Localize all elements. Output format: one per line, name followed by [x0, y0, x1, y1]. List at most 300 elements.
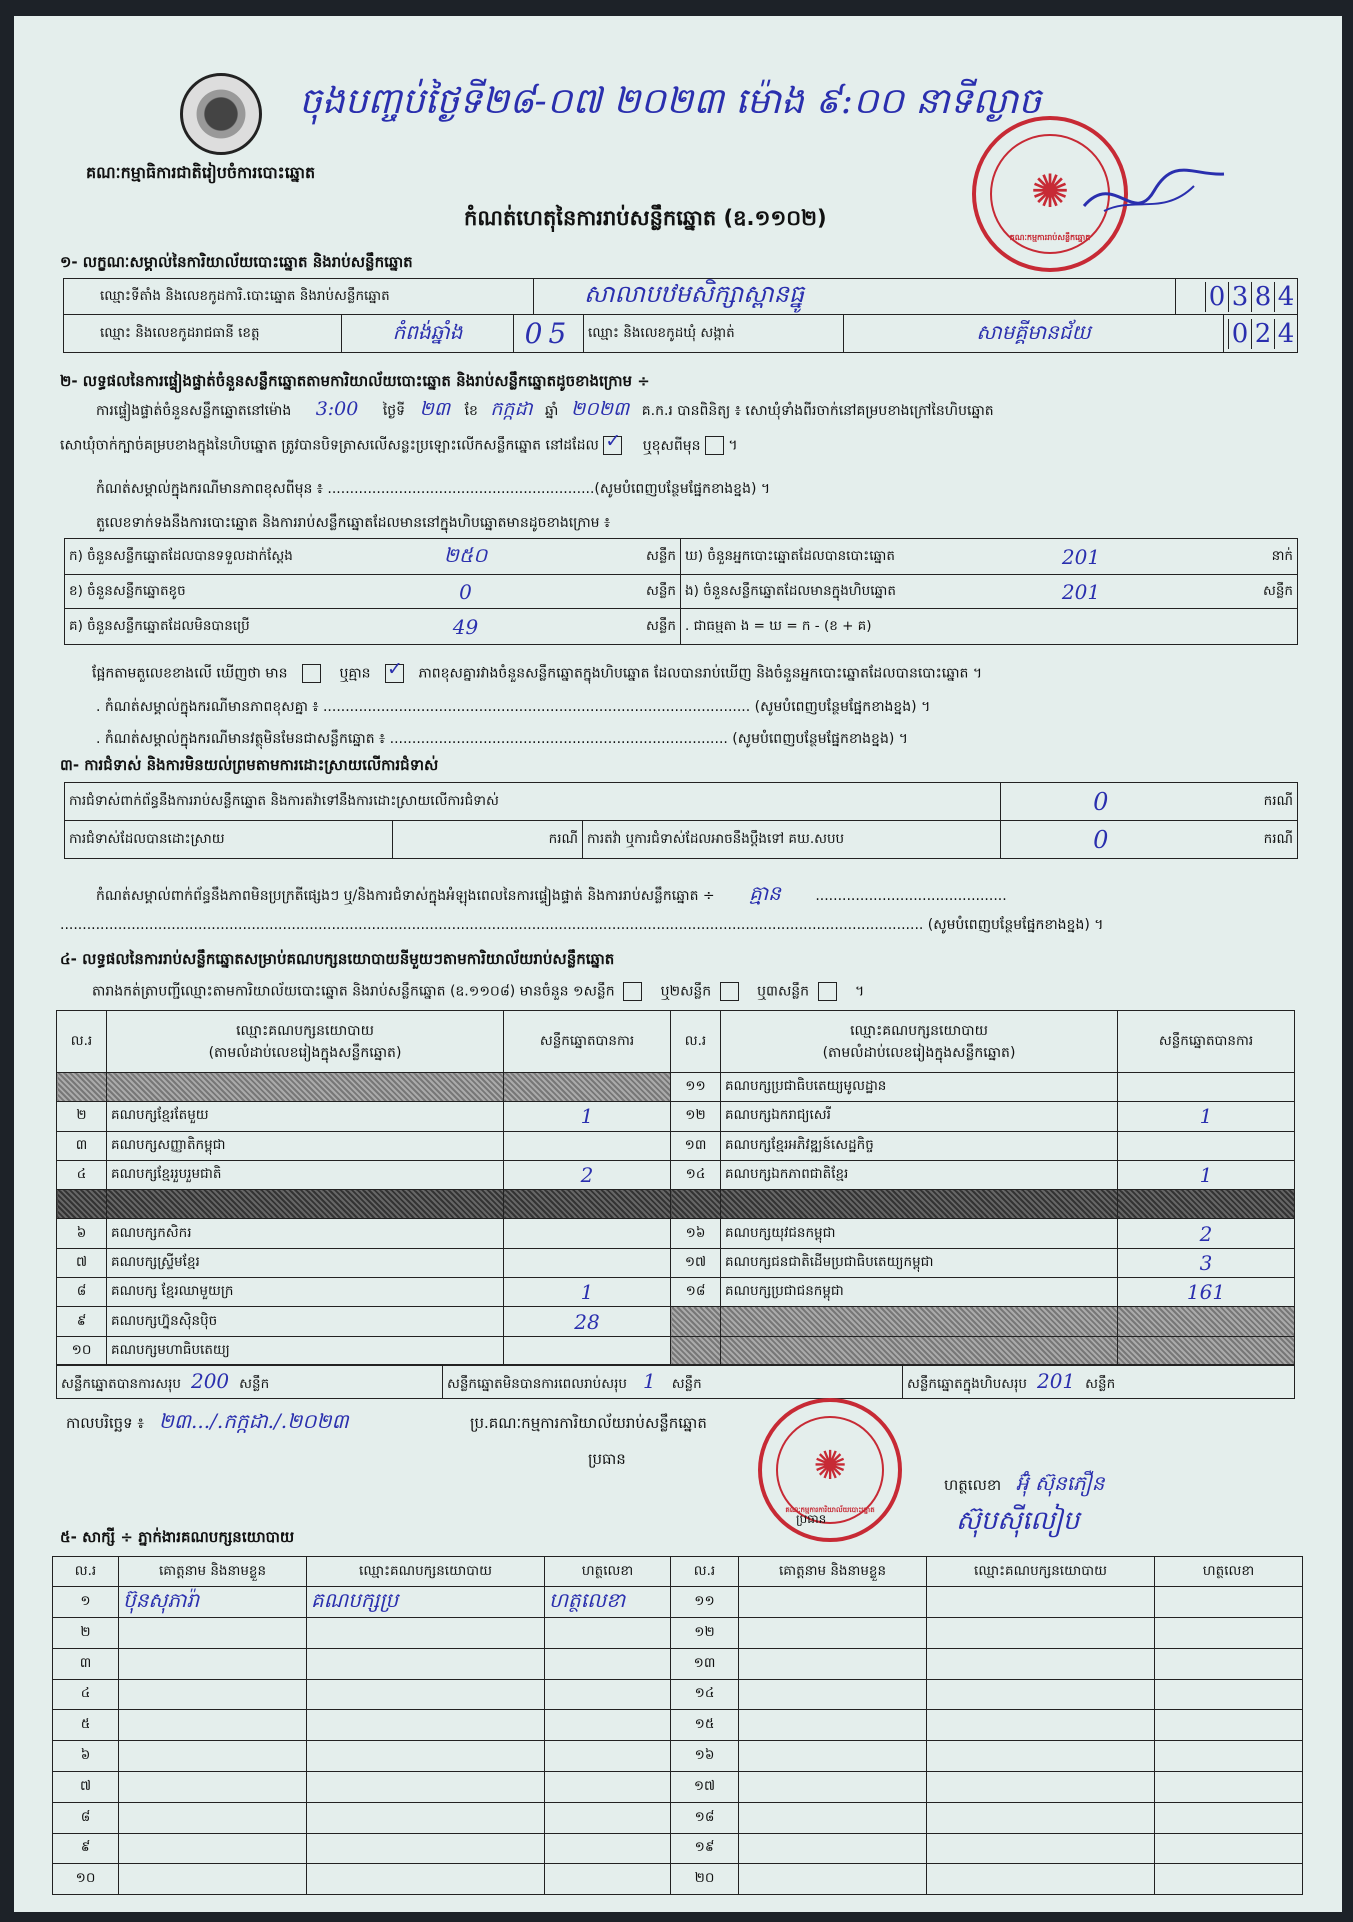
- witness-party: [307, 1771, 545, 1802]
- witness-signature: [1155, 1587, 1303, 1618]
- party-votes: [1118, 1336, 1295, 1365]
- appeal-unit: ករណី: [1201, 821, 1298, 859]
- witness-name: [119, 1864, 307, 1895]
- witness-col-no: ល.រ: [671, 1557, 739, 1587]
- complaints-unit: ករណី: [1201, 783, 1298, 821]
- handwritten-top-note: ចុងបញ្ចប់ថ្ងៃទី២៨-០៧ ២០២៣ ម៉ោង ៩:០០ នាទីល្ងាច: [299, 81, 1042, 122]
- irregularity-label: កំណត់សម្គាល់ពាក់ព័ន្ធនឹងភាពមិនប្រក្រតីផ្សេងៗ ឬ/និងការជំទាស់ក្នុងអំឡុងពេលនៃការផ្ទៀងផ្ទាត់ និងការរាប់សន្លឹកឆ្នោត ÷: [96, 888, 715, 904]
- irregularity-dots-b: ..................................................................................................................................................................................................: [60, 917, 924, 933]
- verification-day-label: ថ្ងៃទី: [382, 403, 406, 419]
- witness-name: [119, 1771, 307, 1802]
- total-invalid-label: សន្លឹកឆ្នោតមិនបានការពេលរាប់សរុប: [447, 1375, 627, 1392]
- witness-col-sign: ហត្ថលេខា: [545, 1557, 671, 1587]
- official-stamp-bottom: [758, 1398, 902, 1542]
- witness-signature: [1155, 1864, 1303, 1895]
- witness-party: [927, 1771, 1155, 1802]
- party-votes: 161: [1118, 1278, 1295, 1307]
- stamp-figure-icon: ✺: [813, 1442, 847, 1489]
- party-votes: [504, 1248, 671, 1277]
- location-value: សាលាបឋមសិក្សាស្ពានធ្នូ: [534, 279, 1176, 315]
- witness-no: ១៥: [671, 1710, 739, 1741]
- witness-col-name: គោត្តនាម និងនាមខ្លួន: [119, 1557, 307, 1587]
- witness-no: ១៣: [671, 1648, 739, 1679]
- party-row: [57, 1248, 671, 1277]
- witness-no: ៩: [53, 1833, 119, 1864]
- section3-title: ៣- ការជំទាស់ និងការមិនយល់ព្រមតាមការដោះស្រាយលើការជំទាស់: [60, 756, 439, 774]
- witness-name: [119, 1618, 307, 1649]
- province-code: 05: [514, 315, 584, 353]
- commune-value: សាមគ្គីមានជ័យ: [844, 315, 1224, 353]
- party-row: [671, 1190, 1295, 1219]
- chair-signature-name: អ៊ុំ ស៊ុនភឿន: [1015, 1471, 1105, 1495]
- witness-col-name: គោត្តនាម និងនាមខ្លួន: [739, 1557, 927, 1587]
- witness-party: [307, 1710, 545, 1741]
- location-code-digit: 3: [1228, 282, 1251, 312]
- party-row: [671, 1336, 1295, 1365]
- party-votes: 28: [504, 1307, 671, 1336]
- witness-name: [739, 1802, 927, 1833]
- party-name: [721, 1190, 1118, 1219]
- nec-logo-icon: [180, 73, 262, 155]
- commune-code: [1224, 315, 1298, 353]
- stamp-top-text: គណៈកម្មការរាប់សន្លឹកឆ្នោត: [1009, 233, 1091, 243]
- witness-name: [739, 1679, 927, 1710]
- party-no: ១១: [671, 1073, 721, 1102]
- witness-signature: [1155, 1771, 1303, 1802]
- two-sheets-checkbox[interactable]: [720, 982, 739, 1001]
- witness-signature: [1155, 1802, 1303, 1833]
- date-label: កាលបរិច្ឆេទ ៖: [66, 1414, 145, 1432]
- witness-party: [927, 1833, 1155, 1864]
- appeal-value: 0: [1001, 821, 1201, 859]
- party-results-left: [56, 1010, 671, 1366]
- party-no: ១៣: [671, 1131, 721, 1160]
- form-title: កំណត់ហេតុនៃការរាប់សន្លឹកឆ្នោត (ឧ.១១០២): [464, 206, 827, 230]
- commune-code-digit: 2: [1251, 319, 1274, 349]
- party-name: គណបក្សស្ទ្រីមខ្មែរ: [107, 1248, 504, 1277]
- col-party-header: [107, 1011, 504, 1073]
- witness-name: [119, 1679, 307, 1710]
- party-votes: 3: [1118, 1248, 1295, 1277]
- witness-party: [307, 1802, 545, 1833]
- party-votes: 1: [1118, 1160, 1295, 1189]
- col-party-header: [721, 1011, 1118, 1073]
- totals-table: [56, 1364, 1295, 1399]
- ballot-value: 49: [389, 609, 543, 645]
- witness-row: [53, 1771, 1303, 1802]
- party-votes: 2: [1118, 1219, 1295, 1248]
- chair-name: ស៊ុបស៊ីលៀប: [956, 1506, 1080, 1536]
- party-row: [57, 1307, 671, 1336]
- party-votes: [504, 1219, 671, 1248]
- complaints-label: ការជំទាស់ពាក់ព័ន្ធនឹងការរាប់សន្លឹកឆ្នោត និងការតវ៉ាទៅនឹងការដោះស្រាយលើការជំទាស់: [65, 783, 1001, 821]
- ballot-row-b: [65, 575, 1298, 609]
- ballot-unit: នាក់: [1170, 539, 1298, 575]
- party-name: គណបក្សឯករាជ្យសេរី: [721, 1102, 1118, 1131]
- location-code-digit: 8: [1251, 282, 1274, 312]
- witness-signature: [545, 1864, 671, 1895]
- party-votes: 1: [504, 1278, 671, 1307]
- discrepancy-label: ផ្អែកតាមតួលេខខាងលើ ឃើញថា មាន: [92, 665, 288, 682]
- witness-party: [307, 1833, 545, 1864]
- party-name: គណបក្សកសិករ: [107, 1219, 504, 1248]
- party-row: [57, 1160, 671, 1189]
- complaints-table: [64, 782, 1298, 859]
- witness-no: ១៨: [671, 1802, 739, 1833]
- chair-sign-title: ប្រធាន: [796, 1512, 827, 1526]
- commune-code-digit: 0: [1228, 319, 1251, 349]
- witness-no: ១០: [53, 1864, 119, 1895]
- col-no-header: ល.រ: [57, 1011, 107, 1073]
- party-no: ៩: [57, 1307, 107, 1336]
- witness-party: [927, 1648, 1155, 1679]
- col-party-title: ឈ្មោះគណបក្សនយោបាយ: [236, 1022, 374, 1039]
- col-party-sub: (តាមលំដាប់លេខរៀងក្នុងសន្លឹកឆ្នោត): [822, 1044, 1016, 1061]
- witness-no: ៥: [53, 1710, 119, 1741]
- witness-no: ២: [53, 1618, 119, 1649]
- verification-year: ២០២៣: [570, 398, 630, 420]
- party-votes: [504, 1336, 671, 1365]
- party-no: ១២: [671, 1102, 721, 1131]
- location-label: ឈ្មោះទីតាំង និងលេខកូដការិ.បោះឆ្នោត និងរាប់សន្លឹកឆ្នោត: [64, 279, 534, 315]
- witness-col-sign: ហត្ថលេខា: [1155, 1557, 1303, 1587]
- witness-row: [53, 1833, 1303, 1864]
- witness-signature: [1155, 1679, 1303, 1710]
- party-votes: [504, 1190, 671, 1219]
- witness-signature: [545, 1679, 671, 1710]
- verification-line1: [96, 400, 994, 420]
- total-valid-unit: សន្លឹក: [239, 1375, 270, 1392]
- witness-no: ១៦: [671, 1741, 739, 1772]
- ballot-value: 201: [993, 539, 1170, 575]
- three-sheets-checkbox[interactable]: [818, 982, 837, 1001]
- party-row: [671, 1073, 1295, 1102]
- witness-party: [307, 1864, 545, 1895]
- party-no: ១៦: [671, 1219, 721, 1248]
- signature-label: [944, 1471, 1105, 1495]
- location-code: [1176, 279, 1298, 315]
- col-party-title: ឈ្មោះគណបក្សនយោបាយ: [850, 1022, 988, 1039]
- party-name: គណបក្សយុវជនកម្ពុជា: [721, 1219, 1118, 1248]
- witness-signature: [1155, 1741, 1303, 1772]
- witness-signature: [545, 1648, 671, 1679]
- complaints-row2: [65, 821, 1298, 859]
- party-no: ២: [57, 1102, 107, 1131]
- witness-col-party: ឈ្មោះគណបក្សនយោបាយ: [307, 1557, 545, 1587]
- col-party-sub: (តាមលំដាប់លេខរៀងក្នុងសន្លឹកឆ្នោត): [208, 1044, 402, 1061]
- discrepancy-line: [92, 664, 982, 683]
- one-sheet-checkbox[interactable]: [623, 982, 642, 1001]
- witness-row: [53, 1648, 1303, 1679]
- form-sheet: [14, 16, 1342, 1912]
- verification-line2-text: សោឃុំចាក់ក្បាច់គម្របខាងក្នុងនៃហិបឆ្នោត ត្រូវបានបិទត្រាសលើសន្លះប្រឡោះលើកសន្លឹកឆ្នោត នៅដដែល: [60, 437, 599, 454]
- verification-line4: តួលេខទាក់ទងនឹងការបោះឆ្នោត និងការរាប់សន្លឹកឆ្នោតដែលមាននៅក្នុងហិបឆ្នោតមានដូចខាងក្រោម ៖: [96, 515, 611, 531]
- party-name: គណបក្សខ្មែរអភិវឌ្ឍន៍សេដ្ឋកិច្ច: [721, 1131, 1118, 1160]
- witness-no: ៣: [53, 1648, 119, 1679]
- party-no: ៣: [57, 1131, 107, 1160]
- party-name: គណបក្សហ្វ៊ុនស៊ិនប៉ិច: [107, 1307, 504, 1336]
- ballot-label: ឃ) ចំនួនអ្នកបោះឆ្នោតដែលបានបោះឆ្នោត: [681, 539, 993, 575]
- witness-name: [739, 1771, 927, 1802]
- party-name: គណបក្សមហាធិបតេយ្យ: [107, 1336, 504, 1365]
- signature-label-text: ហត្ថលេខា: [944, 1476, 1002, 1494]
- witness-name: [739, 1833, 927, 1864]
- irregularity-note-b: [60, 916, 1103, 934]
- ballot-unit: សន្លឹក: [1170, 575, 1298, 609]
- party-row: [671, 1248, 1295, 1277]
- org-name: គណៈកម្មាធិការជាតិរៀបចំការបោះឆ្នោត: [86, 163, 316, 182]
- party-no: ៦: [57, 1219, 107, 1248]
- party-name: [107, 1073, 504, 1102]
- witness-name: [739, 1741, 927, 1772]
- witness-row: [53, 1741, 1303, 1772]
- ballot-unit: សន្លឹក: [543, 609, 681, 645]
- resolved-label: ការជំទាស់ដែលបានដោះស្រាយ: [65, 821, 393, 859]
- party-no: ៧: [57, 1248, 107, 1277]
- discrepancy-rest: ភាពខុសគ្នារវាងចំនួនសន្លឹកឆ្នោតក្នុងហិបឆ្នោត ដែលបានរាប់ឃើញ និងចំនួនអ្នកបោះឆ្នោតដែលបានបោះឆ្នោត ។: [418, 665, 983, 682]
- three-sheets-label: ឬ៣សន្លឹក: [757, 983, 810, 1000]
- verification-month-label: ខែ: [464, 403, 478, 419]
- party-no: ៨: [57, 1278, 107, 1307]
- witness-no: ១: [53, 1587, 119, 1618]
- party-name: គណបក្សឯកភាពជាតិខ្មែរ: [721, 1160, 1118, 1189]
- party-no: [57, 1073, 107, 1102]
- witness-table: [52, 1556, 1303, 1895]
- party-row: [671, 1219, 1295, 1248]
- verification-line2: សោឃុំចាក់ក្បាច់គម្របខាងក្នុងនៃហិបឆ្នោត ត្រូវបានបិទត្រាសលើសន្លះប្រឡោះលើកសន្លឹកឆ្នោត នៅដដែល ✓ ឬខុសពីមុន ។: [60, 436, 738, 455]
- witness-no: ៨: [53, 1802, 119, 1833]
- tally-sheet-label: តារាងកត់ត្រាបញ្ជីឈ្មោះតាមការិយាល័យបោះឆ្នោត និងរាប់សន្លឹកឆ្នោត (ឧ.១១០៨) មានចំនួន ១សន្លឹក: [92, 983, 615, 1000]
- signature-top: [1074, 166, 1234, 226]
- witness-name: [119, 1741, 307, 1772]
- has-discrepancy-checkbox[interactable]: [302, 664, 321, 683]
- section4-title: ៤- លទ្ធផលនៃការរាប់សន្លឹកឆ្នោតសម្រាប់គណបក្សនយោបាយនីមួយៗតាមការិយាល័យរាប់សន្លឹកឆ្នោត: [60, 950, 615, 968]
- section5-title: ៥- សាក្សី ÷ ភ្នាក់ងារគណបក្សនយោបាយ: [60, 1528, 295, 1546]
- witness-no: ១៧: [671, 1771, 739, 1802]
- witness-party: [927, 1679, 1155, 1710]
- commune-code-digit: 4: [1274, 319, 1297, 349]
- witness-signature: [1155, 1833, 1303, 1864]
- witness-party: [927, 1710, 1155, 1741]
- witness-name: [739, 1710, 927, 1741]
- party-no: ១០: [57, 1336, 107, 1365]
- chair-label: ប្រធាន: [588, 1450, 626, 1468]
- ballot-label: ង) ចំនួនសន្លឹកឆ្នោតដែលមានក្នុងហិបឆ្នោត: [681, 575, 993, 609]
- party-name: [107, 1190, 504, 1219]
- witness-col-no: ល.រ: [53, 1557, 119, 1587]
- witness-signature: [545, 1710, 671, 1741]
- witness-party: គណបក្សប្រ: [307, 1587, 545, 1618]
- party-name: [721, 1307, 1118, 1336]
- party-row: [57, 1073, 671, 1102]
- witness-row: [53, 1679, 1303, 1710]
- no-discrepancy-label: ឬគ្មាន: [339, 665, 371, 682]
- verification-day: ២៣: [419, 398, 451, 420]
- irregularity-dots: ...........................................: [815, 888, 1007, 904]
- party-votes: 2: [504, 1160, 671, 1189]
- ballot-label: ក) ចំនួនសន្លឹកឆ្នោតដែលបានទទួលដាក់ស្តែង: [65, 539, 389, 575]
- party-no: ១៨: [671, 1278, 721, 1307]
- party-row: [57, 1190, 671, 1219]
- witness-party: [307, 1618, 545, 1649]
- party-votes: 1: [504, 1102, 671, 1131]
- party-votes: [504, 1131, 671, 1160]
- section1-table: [63, 278, 1298, 315]
- province-label: ឈ្មោះ និងលេខកូដរាជធានី ខេត្ត: [64, 315, 342, 353]
- same-checkbox[interactable]: [603, 436, 622, 455]
- witness-signature: [1155, 1710, 1303, 1741]
- witness-party: [307, 1741, 545, 1772]
- witness-no: ៧: [53, 1771, 119, 1802]
- witness-party: [307, 1679, 545, 1710]
- province-value: កំពង់ឆ្នាំង: [342, 315, 514, 353]
- ballot-unit: សន្លឹក: [543, 575, 681, 609]
- witness-col-party: ឈ្មោះគណបក្សនយោបាយ: [927, 1557, 1155, 1587]
- ballot-formula: . ជាធម្មតា ង = ឃ = ក - (ខ + គ): [681, 609, 1298, 645]
- total-box-value: 201: [1036, 1368, 1076, 1393]
- party-no: ១៧: [671, 1248, 721, 1277]
- party-row: [671, 1160, 1295, 1189]
- tally-sheet-line: តារាងកត់ត្រាបញ្ជីឈ្មោះតាមការិយាល័យបោះឆ្នោត និងរាប់សន្លឹកឆ្នោត (ឧ.១១០៨) មានចំនួន ១សន្លឹក ឬ២សន្លឹក ឬ៣សន្លឹក ។: [92, 983, 865, 1000]
- total-box-unit: សន្លឹក: [1085, 1375, 1116, 1392]
- witness-party: [927, 1741, 1155, 1772]
- total-box-label: សន្លឹកឆ្នោតក្នុងហិបសរុប: [907, 1375, 1027, 1392]
- witness-no: ១៤: [671, 1679, 739, 1710]
- witness-no: ១២: [671, 1618, 739, 1649]
- witness-party: [927, 1864, 1155, 1895]
- witness-no: ៦: [53, 1741, 119, 1772]
- witness-signature: [545, 1802, 671, 1833]
- different-checkbox[interactable]: [705, 436, 724, 455]
- witness-name: [119, 1710, 307, 1741]
- ballot-row-c: [65, 609, 1298, 645]
- verification-time-label: ការផ្ទៀងផ្ទាត់ចំនួនសន្លឹកឆ្នោតនៅម៉ោង: [96, 403, 292, 419]
- location-code-digit: 4: [1274, 282, 1297, 312]
- note-discrepancy: . កំណត់សម្គាល់ក្នុងករណីមានភាពខុសគ្នា ៖ ................................................................................................ (សូមបំពេញបន្ថែមផ្នែកខាងខ្នង) ។: [96, 699, 931, 715]
- col-no-header: ល.រ: [671, 1011, 721, 1073]
- witness-no: ៤: [53, 1679, 119, 1710]
- no-discrepancy-checkbox[interactable]: [385, 664, 404, 683]
- witness-signature: [545, 1771, 671, 1802]
- witness-name: [119, 1802, 307, 1833]
- witness-name: [739, 1648, 927, 1679]
- resolved-unit: ករណី: [393, 821, 583, 859]
- party-row: [57, 1102, 671, 1131]
- party-row: [57, 1219, 671, 1248]
- location-code-digit: 0: [1205, 282, 1228, 312]
- party-row: [671, 1278, 1295, 1307]
- total-box: [903, 1365, 1295, 1399]
- stamp-figure-icon: ✺: [1030, 164, 1070, 219]
- ballot-row-a: [65, 539, 1298, 575]
- complaints-row1: [65, 783, 1298, 821]
- witness-no: ១៩: [671, 1833, 739, 1864]
- irregularity-suffix: (សូមបំពេញបន្ថែមផ្នែកខាងខ្នង) ។: [927, 917, 1104, 933]
- party-row: [57, 1131, 671, 1160]
- party-no: [671, 1336, 721, 1365]
- party-no: ១៤: [671, 1160, 721, 1189]
- party-no: [671, 1190, 721, 1219]
- section1-table-row2: [63, 314, 1298, 353]
- total-invalid: [443, 1365, 903, 1399]
- commune-label: ឈ្មោះ និងលេខកូដឃុំ សង្កាត់: [584, 315, 844, 353]
- ballot-value: 201: [993, 575, 1170, 609]
- two-sheets-label: ឬ២សន្លឹក: [660, 983, 712, 1000]
- witness-row: [53, 1587, 1303, 1618]
- party-no: [57, 1190, 107, 1219]
- party-row: [671, 1131, 1295, 1160]
- party-results-right: [670, 1010, 1295, 1366]
- witness-row: [53, 1710, 1303, 1741]
- irregularity-value: គ្មាន: [749, 881, 781, 905]
- witness-name: ប៊ុនសុភារ៉ា: [119, 1587, 307, 1618]
- witness-party: [927, 1618, 1155, 1649]
- witness-signature: ហត្ថលេខា: [545, 1587, 671, 1618]
- section1-title: ១- លក្ខណៈសម្គាល់នៃការិយាល័យបោះឆ្នោត និងរាប់សន្លឹកឆ្នោត: [60, 253, 413, 271]
- witness-signature: [545, 1741, 671, 1772]
- total-valid: [57, 1365, 443, 1399]
- party-name: គណបក្សជនជាតិដើមប្រជាធិបតេយ្យកម្ពុជា: [721, 1248, 1118, 1277]
- witness-party: [307, 1648, 545, 1679]
- party-name: គណបក្សប្រជាជនកម្ពុជា: [721, 1278, 1118, 1307]
- complaints-value: 0: [1001, 783, 1201, 821]
- witness-signature: [545, 1618, 671, 1649]
- verification-month: កក្កដា: [490, 398, 533, 420]
- witness-name: [119, 1833, 307, 1864]
- ballot-value: ២៥០: [389, 539, 543, 575]
- witness-party: [927, 1802, 1155, 1833]
- verification-year-label: ឆ្នាំ: [545, 403, 559, 419]
- ballot-label: ខ) ចំនួនសន្លឹកឆ្នោតខូច: [65, 575, 389, 609]
- witness-row: [53, 1864, 1303, 1895]
- ballot-unit: សន្លឹក: [543, 539, 681, 575]
- appeal-label: ការតវ៉ា ឬការជំទាស់ដែលអាចនឹងប្តឹងទៅ គឃ.សបប: [583, 821, 1001, 859]
- party-name: គណបក្សប្រជាធិបតេយ្យមូលដ្ឋាន: [721, 1073, 1118, 1102]
- party-votes: [1118, 1190, 1295, 1219]
- witness-signature: [545, 1833, 671, 1864]
- verification-line3: កំណត់សម្គាល់ក្នុងករណីមានភាពខុសពីមុន ៖ ............................................................(សូមបំពេញបន្ថែមផ្នែកខាងខ្នង) ។: [96, 481, 771, 497]
- witness-signature: [1155, 1648, 1303, 1679]
- date-value: ២៣.../.កក្កដា./.២០២៣: [158, 1409, 349, 1433]
- party-votes: [1118, 1307, 1295, 1336]
- section2-title: ២- លទ្ធផលនៃការផ្ទៀងផ្ទាត់ចំនួនសន្លឹកឆ្នោតតាមការិយាល័យបោះឆ្នោត និងរាប់សន្លឹកឆ្នោតដូចខាងក្រោម ÷: [60, 372, 650, 390]
- party-name: [721, 1336, 1118, 1365]
- witness-signature: [1155, 1618, 1303, 1649]
- stamp-bottom-text: គណៈកម្មការការិយាល័យបោះឆ្នោត: [785, 1506, 875, 1515]
- witness-row: [53, 1618, 1303, 1649]
- party-no: ៤: [57, 1160, 107, 1189]
- note-foreign-object: . កំណត់សម្គាល់ក្នុងករណីមានវត្ថុមិនមែនជាសន្លឹកឆ្នោត ៖ ............................................................................ (សូមបំពេញបន្ថែមផ្នែកខាងខ្នង) ។: [96, 731, 908, 747]
- party-row: [57, 1336, 671, 1365]
- ballot-label: គ) ចំនួនសន្លឹកឆ្នោតដែលមិនបានប្រើ: [65, 609, 389, 645]
- verification-line1-rest: គ.ក.រ បានពិនិត្យ ៖ សោឃុំទាំងពីរចាក់នៅគម្របខាងក្រៅនៃហិបឆ្នោត: [641, 403, 994, 419]
- witness-name: [119, 1648, 307, 1679]
- total-valid-value: 200: [190, 1368, 230, 1393]
- party-votes: 1: [1118, 1102, 1295, 1131]
- committee-label: ប្រ.គណៈកម្មការការិយាល័យរាប់សន្លឹកឆ្នោត: [470, 1414, 707, 1432]
- party-row: [671, 1307, 1295, 1336]
- party-name: គណបក្សខ្មែររួបរួមជាតិ: [107, 1160, 504, 1189]
- party-no: [671, 1307, 721, 1336]
- date-line: [66, 1409, 349, 1433]
- party-votes: [504, 1073, 671, 1102]
- total-invalid-unit: សន្លឹក: [671, 1375, 702, 1392]
- col-votes-header: សន្លឹកឆ្នោតបានការ: [504, 1011, 671, 1073]
- witness-no: ២០: [671, 1864, 739, 1895]
- total-valid-label: សន្លឹកឆ្នោតបានការសរុប: [61, 1375, 181, 1392]
- party-row: [671, 1102, 1295, 1131]
- party-name: គណបក្សខ្មែរតែមួយ: [107, 1102, 504, 1131]
